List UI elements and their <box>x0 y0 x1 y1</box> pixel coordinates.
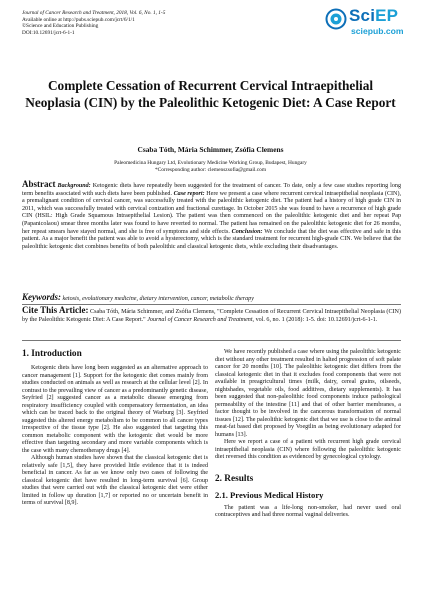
cite-label: Cite This Article: <box>22 305 89 315</box>
cite-text: Csaba Tóth, Mária Schimmer, and Zsófia Clemens, "Complete Cessation of Recurrent Cervical Intraepithelial Neoplasia (CIN) by the Paleolithic Ketogenic Diet: A Case Report." <box>22 309 401 323</box>
cite-rest: , vol. 6, no. 1 (2018): 1-5. doi: 10.12691/jcrt-6-1-1. <box>252 316 378 323</box>
intro-paragraph-1: Ketogenic diets have long been suggested as an alternative approach to cancer management [1]. Support for the ketogenic diet comes mainly from studies conducted on animals as well as research at the cellular level [2]. In contrast to the prevailing view of cancer as a predominantly genetic disease, Seyfried [2] suggested cancer as a metabolic disease emerging from respiratory insufficiency coupled with compensatory fermentation, an idea which can be traced back to the original theory of Warburg [3]. Seyfried suggested this altered energy metabolism to be common to all cancer types irrespective of the tissue type [2]. He also suggested that targeting this common metabolic component with the ketogenic diet would be more effective than targeting secondary and more variable components which is the case with many chemotherapy drugs [4]. <box>22 365 208 454</box>
affiliation-block <box>20 160 401 174</box>
left-column <box>22 344 208 508</box>
right-paragraph-3: The patient was a life-long non-smoker, had never used oral contraceptives and had three normal vaginal deliveries. <box>215 504 401 518</box>
sciep-logo-text <box>349 6 398 26</box>
copyright-line: ©Science and Education Publishing <box>22 23 99 30</box>
keywords-value: ketosis, evolutionary medicine, dietary intervention, cancer, metabolic therapy <box>61 296 254 302</box>
right-paragraph-1: We have recently published a case where using the paleolithic ketogenic diet without any other treatment resulted in halted progression of soft palate cancer for 20 months [10]. The paleolithic ketogenic diet differs from the classical ketogenic diet in that it excludes food components that were not available in preagricultural times (milk, dairy, cereal grains, oilseeds, nightshades, vegetable oils, food additives, dietary supplements). It has been suggested that non-paleolithic food components induce pathological permeability of the intestine [11] and that of other barrier membranes, a factor thought to be involved in the cancerous transformation of normal tissues [12]. The paleolithic ketogenic diet that we use is close to the animal meat-fat based diet proposed by Voegtlin as being evolutionary adapted for humans [13]. <box>215 349 401 438</box>
right-column <box>215 349 401 520</box>
cite-journal: Journal of Cancer Research and Treatment <box>145 316 253 323</box>
journal-line: Journal of Cancer Research and Treatment, 2018, Vol. 6, No. 1, 1-5 <box>22 10 166 16</box>
conclusion-label: Conclusion: <box>229 228 263 235</box>
abstract <box>22 181 401 251</box>
section-heading-results: 2. Results <box>215 473 254 484</box>
case-report-label: Case report: <box>172 190 205 197</box>
cite-this-article <box>22 307 401 324</box>
article-title: Complete Cessation of Recurrent Cervical Intraepithelial Neoplasia (CIN) by the Paleolithic Ketogenic Diet: A Case Report <box>25 78 396 110</box>
background-label: Background: <box>57 183 91 189</box>
divider-bottom <box>22 340 401 341</box>
subsection-heading-medical-history: 2.1. Previous Medical History <box>215 489 324 500</box>
intro-paragraph-2: Although human studies have shown that the classical ketogenic diet is relatively safe [1,5], they have provided little evidence that it is indeed beneficial in cancer. As far as we know only two cases of following the classical ketogenic diet have resulted in long-term survival [6]. Group studies that were carried out with the classical ketogenic diet were either limited in follow up duration [1,7] or reported no or uncertain benefit in terms of survival [8,9]. <box>22 455 208 506</box>
background-text: Ketogenic diets have repeatedly been suggested for the treatment of cancer. To date, only a few case studies reporting long term benefits associated with such diets have been published. <box>22 183 401 197</box>
case-report-text: Here we present a case where recurrent cervical intraepithelial neoplasia (CIN), a premalignant condition of cervical cancer, was successfully treated with the paleolithic ketogenic diet. The patient had a history of high grade CIN in 2011, which was successfully treated with cervical conization and fractional curettage. In October 2015 she was found to have a recurrence of high grade CIN (HSIL: High Grade Squamous Intraepithelial Lesion). The patient was then commenced on the paleolithic ketogenic diet and her repeat Pap (Papanicolaou) smear three months later was found to have reverted to normal. The patient has remained on the paleolithic ketogenic diet for 26 months, her repeat smears have stayed normal, and she is free of symptoms and side effects. <box>22 190 401 235</box>
conclusion-text: We conclude that the diet was effective and safe in this patient. As a major benefit the patient was able to avoid a hysterectomy, which is the standard treatment for recurrent high-grade CIN. We believe that the paleolithic ketogenic diet combines benefits of both paleolithic and classical ketogenic diets, while excluding their disadvantages. <box>22 228 402 250</box>
corresponding-author: *Corresponding author: clemenszsofia@gmail.com <box>154 167 267 173</box>
author-list: Csaba Tóth, Mária Schimmer, Zsófia Clemens <box>137 145 284 154</box>
available-online-line: Available online at http://pubs.sciepub.com/jcrt/6/1/1 <box>22 16 135 23</box>
logo-url: sciepub.com <box>351 26 404 36</box>
right-paragraph-2: Here we report a case of a patient with recurrent high grade cervical intraepithelial neoplasia (CIN) where following the paleolithic ketogenic diet reversed this condition as evidenced by gynecological cytology. <box>215 439 401 460</box>
keywords <box>22 293 401 303</box>
sciep-logo <box>325 6 417 42</box>
journal-header <box>22 10 272 36</box>
abstract-label: Abstract <box>22 179 56 189</box>
logo-brand-ep: EP <box>375 6 399 25</box>
sciep-logo-mark-icon <box>325 8 347 30</box>
affiliation: Paleomedicina Hungary Ltd, Evolutionary Medicine Working Group, Budapest, Hungary <box>114 160 307 166</box>
logo-brand-sci: Sci <box>349 6 376 25</box>
doi-line: DOI:10.12691/jcrt-6-1-1 <box>22 29 75 36</box>
section-heading-introduction: 1. Introduction <box>22 349 82 359</box>
keywords-label: Keywords: <box>22 292 61 302</box>
